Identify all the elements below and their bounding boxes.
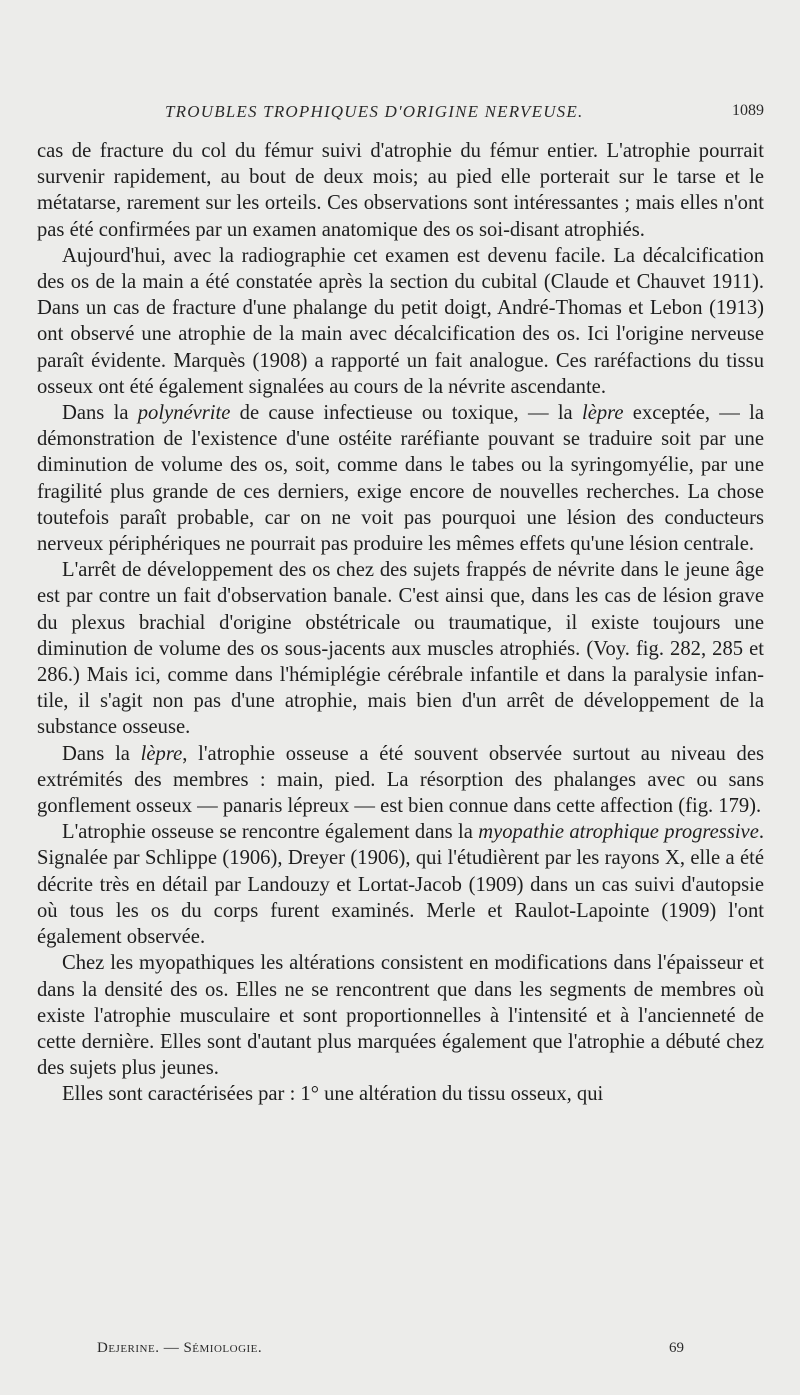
page-number: 1089 xyxy=(732,102,764,119)
text-run: L'atrophie osseuse se rencontre également dans la xyxy=(62,821,479,844)
text-run: , l'atrophie osseuse a été souvent observée surtout au niveau des extrémités des membres : main, pied. La résorption des phalanges avec ou sans gonflement osseux — panaris lépreux — est bien connue dans cette affection (fig. 179). xyxy=(37,742,764,818)
text-run: exceptée, — la démonstration de l'existence d'une ostéite raréfiante pouvant se traduire soit par une diminution de volume des os, soit, comme dans le tabes ou la syringomyélie, par une fragilité plus grande de ces derniers, exige encore de nouvelles recherches. La chose toutefois paraît probable, car on ne voit pas pourquoi une lésion des conducteurs nerveux périphériques ne pourrait pas produire les mêmes effets qu'une lésion centrale. xyxy=(37,402,764,556)
italic-term: polynévrite xyxy=(137,402,231,425)
footer-author-title: Dejerine. — Sémiologie. xyxy=(97,1340,263,1356)
paragraph xyxy=(37,243,764,400)
text-run: Dans la xyxy=(62,742,141,765)
text-run: Aujourd'hui, avec la radiographie cet examen est devenu facile. La décalcification des os de la main a été constatée après la section du cubital (Claude et Chauvet 1911). Dans un cas de fracture d'une phalange du petit doigt, André-Thomas et Lebon (1913) ont observé une atrophie de la main avec décalcification des os. Ici l'origine nerveuse paraît évidente. Marquès (1908) a rapporté un fait analogue. Ces raréfactions du tissu osseux ont été également signalées au cours de la névrite ascendante. xyxy=(37,244,764,398)
paragraph xyxy=(37,950,764,1081)
italic-term: lèpre xyxy=(581,402,624,425)
text-run: de cause infectieuse ou toxique, — la xyxy=(230,402,582,425)
paragraph xyxy=(37,741,764,820)
paragraph xyxy=(37,138,764,243)
paragraph xyxy=(37,557,764,740)
footer xyxy=(37,1340,764,1362)
italic-term: lèpre xyxy=(140,742,183,765)
signature-number: 69 xyxy=(669,1340,684,1356)
text-run: cas de fracture du col du fémur suivi d'atrophie du fémur entier. L'atrophie pourrait survenir rapidement, au bout de deux mois; au pied elle porterait sur le tarse et le métatarse, rarement sur les orteils. Ces observations sont intéressantes ; mais elles n'ont pas été confirmées par un examen anatomique des os soi-disant atrophiés. xyxy=(37,140,764,241)
text-run: Dans la xyxy=(62,402,138,425)
text-run: Elles sont caractérisées par : 1° une altération du tissu osseux, qui xyxy=(62,1083,604,1106)
text-run: . Signalée par Schlippe (1906), Dreyer (1906), qui l'étudièrent par les rayons X, elle a été décrite très en détail par Landouzy et Lortat-Jacob (1909) dans un cas suivi d'autopsie où tous les os du corps furent examinés. Merle et Raulot-Lapointe (1909) l'ont également observée. xyxy=(37,821,764,949)
body-text xyxy=(37,138,764,1108)
paragraph xyxy=(37,1081,764,1107)
running-header xyxy=(37,102,764,128)
italic-term: myopathie atrophique progressive xyxy=(478,821,759,844)
running-title: TROUBLES TROPHIQUES D'ORIGINE NERVEUSE. xyxy=(165,102,584,121)
paragraph xyxy=(37,400,764,557)
text-run: L'arrêt de développement des os chez des sujets frappés de névrite dans le jeune âge est par contre un fait d'observation banale. C'est ainsi que, dans les cas de lésion grave du plexus brachial d'origine obstétricale ou traumatique, il existe toujours une diminution de volume des os sous-jacents aux muscles atrophiés. (Voy. fig. 282, 285 et 286.) Mais ici, comme dans l'hémiplégie cérébrale infantile et dans la paralysie infantile, il s'agit non pas d'une atrophie, mais bien d'un arrêt de développement de la substance osseuse. xyxy=(37,559,764,739)
text-run: Chez les myopathiques les altérations consistent en modifications dans l'épaisseur et dans la densité des os. Elles ne se rencontrent que dans les segments de membres où existe l'atrophie musculaire et sont proportionnelles à l'intensité et à l'ancienneté de cette dernière. Elles sont d'autant plus marquées également que l'atrophie a débuté chez des sujets plus jeunes. xyxy=(37,952,764,1080)
paragraph xyxy=(37,819,764,950)
